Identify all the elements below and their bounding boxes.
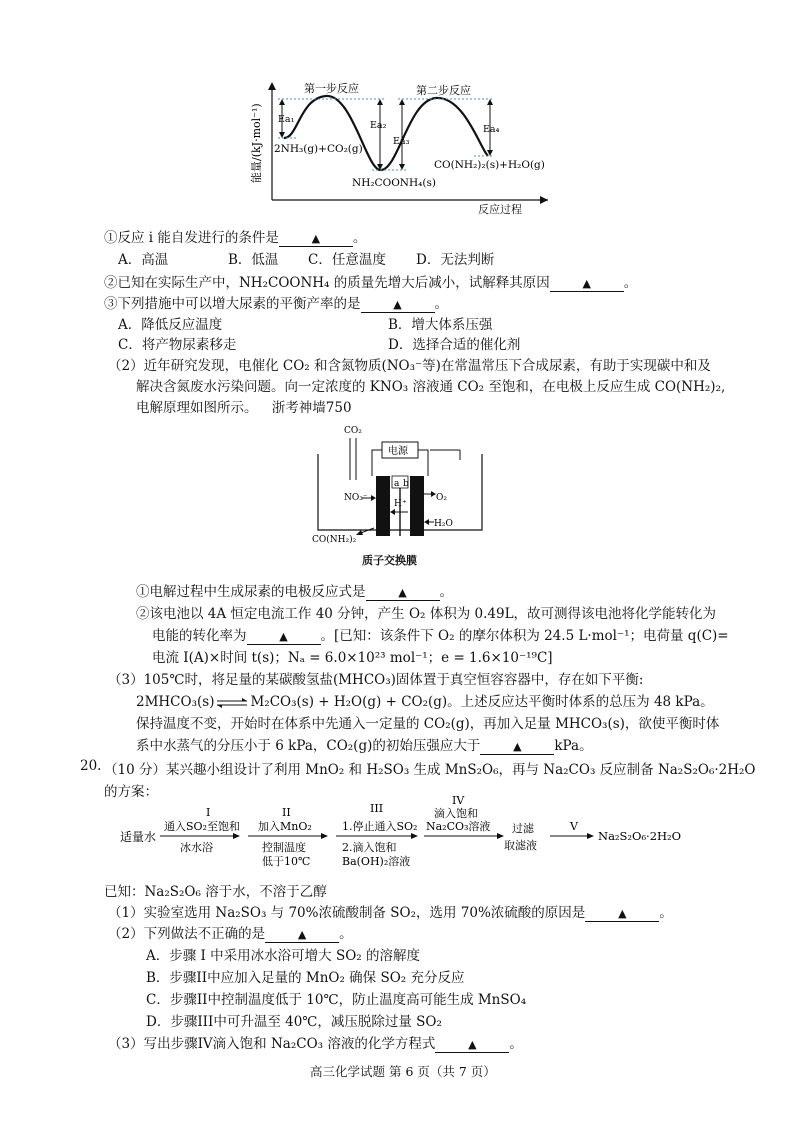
flow-start: 适量水 [120, 830, 157, 844]
q3-option-b: B．增大体系压强 [388, 317, 493, 333]
wire-right [418, 450, 428, 476]
answer-blank[interactable]: ▲ [265, 927, 339, 943]
part2-intro-2: 解决含氮废水污染问题。向一定浓度的 KNO₃ 溶液通 CO₂ 至饱和，在电极上反应生成 CO(NH₂)₂, [136, 379, 726, 395]
q20-option-a: A．步骤 I 中采用冰水浴可增大 SO₂ 的溶解度 [146, 948, 420, 964]
q2-line: ②已知在实际生产中，NH₂COONH₄ 的质量先增大后减小，试解释其原因 ▲ 。 [104, 275, 638, 291]
intermediate-label: NH₂COONH₄(s) [352, 177, 436, 189]
p2-q2-line2: 电能的转化率为 ▲ 。[已知：该条件下 O₂ 的摩尔体积为 24.5 L·mol⁻¹；电荷量 q(C)= [152, 628, 729, 644]
answer-blank[interactable]: ▲ [550, 276, 624, 292]
electrode-a [376, 476, 390, 536]
s3-top: 1.停止通入SO₂ [342, 820, 418, 833]
wire-left [372, 450, 382, 476]
q20-line1: （10 分）某兴趣小组设计了利用 MnO₂ 和 H₂SO₃ 生成 MnS₂O₆，再与 Na₂CO₃ 反应制备 Na₂S₂O₆·2H₂O [104, 762, 756, 778]
p2-q1-line: ①电解过程中生成尿素的电极反应式是 ▲ 。 [136, 584, 453, 600]
p2-q2-line1: ②该电池以 4A 恒定电流工作 40 分钟，产生 O₂ 体积为 0.49L，故可测得该电池将化学能转化为 [136, 606, 717, 622]
no3-label: NO₃⁻ [344, 493, 368, 503]
equilibrium-arrow [215, 697, 249, 709]
p2-q1-text: ①电解过程中生成尿素的电极反应式是 [136, 584, 366, 600]
p3-line4: 系中水蒸气的分压小于 6 kPa，CO₂(g)的初始压强应大于 ▲ kPa。 [136, 738, 593, 754]
y-axis-label: 能量/(kJ·mol⁻¹) [250, 103, 263, 183]
ea2-label: Ea₂ [370, 120, 387, 131]
y-axis-arrow [268, 82, 276, 90]
q20-number: 20. [80, 758, 102, 774]
q1-option-b: B．低温 [228, 252, 279, 268]
o2-label: O₂ [436, 493, 447, 503]
part2-intro-3-line [136, 396, 352, 416]
q20-option-d: D．步骤III中可升温至 40℃，减压脱除过量 SO₂ [146, 1014, 442, 1030]
membrane-label: 质子交换膜 [362, 554, 417, 567]
q20-line2: 的方案： [104, 784, 158, 800]
q3-line: ③下列措施中可以增大尿素的平衡产率的是 ▲ 。 [104, 296, 448, 312]
q20-option-c: C．步骤II中控制温度低于 10℃，防止温度高可能生成 MnSO₄ [146, 992, 527, 1008]
products-label: CO(NH₂)₂(s)+H₂O(g) [434, 159, 545, 171]
p2-q2-line3: 电流 I(A)×时间 t(s)；Nₐ = 6.0×10²³ mol⁻¹；e = 1.6×10⁻¹⁹C] [152, 650, 553, 666]
ea1-label: Ea₁ [278, 114, 295, 125]
hplus-label: H⁺ [394, 499, 407, 509]
q3-option-c: C．将产物尿素移走 [118, 337, 237, 353]
filter-2: 取滤液 [504, 839, 537, 852]
answer-blank[interactable]: ▲ [361, 297, 435, 313]
process-flow [116, 796, 716, 872]
answer-blank[interactable]: ▲ [435, 1037, 509, 1053]
s4-top1: 滴入饱和 [434, 807, 478, 820]
page-footer: 高三化学试题 第 6 页（共 7 页） [310, 1064, 496, 1079]
q1-text: ①反应 i 能自发进行的条件是 [104, 230, 279, 246]
co2-label: CO₂ [344, 426, 362, 436]
s1-bottom: 冰水浴 [180, 841, 213, 854]
q20-q1-line: （1）实验室选用 Na₂SO₃ 与 70%浓硫酸制备 SO₂，选用 70%浓硫酸的原因是 ▲ 。 [108, 905, 673, 921]
answer-blank[interactable]: ▲ [480, 739, 554, 755]
s1-num: I [206, 806, 211, 819]
ea3-label: Ea₃ [393, 136, 410, 147]
s3-bottom1: 2.滴入饱和 [342, 841, 397, 854]
electrolysis-cell [310, 420, 490, 552]
s5-num: V [570, 820, 578, 833]
q1-option-a: A．高温 [118, 252, 169, 268]
q2-text: ②已知在实际生产中，NH₂COONH₄ 的质量先增大后减小，试解释其原因 [104, 275, 550, 291]
part2-intro-1: （2）近年研究发现，电催化 CO₂ 和含氮物质(NO₃⁻等)在常温常压下合成尿素，有助于实现碳中和及 [108, 358, 711, 374]
s2-top: 加入MnO₂ [258, 820, 312, 833]
watermark: 浙考神墙750 [271, 400, 352, 416]
electrode-b-label: b [403, 479, 409, 489]
flow-product: Na₂S₂O₆·2H₂O [598, 829, 682, 843]
q20-known: 已知：Na₂S₂O₆ 溶于水，不溶于乙醇 [104, 884, 327, 900]
step2-label: 第二步反应 [416, 84, 471, 97]
q1-line: ①反应 i 能自发进行的条件是 ▲ 。 [104, 230, 367, 246]
ea4-label: Ea₄ [483, 124, 500, 135]
q1-option-c: C．任意温度 [308, 252, 386, 268]
q3-option-d: D．选择合适的催化剂 [388, 337, 521, 353]
q1-option-d: D．无法判断 [416, 252, 495, 268]
energy-diagram [248, 78, 558, 218]
s3-num: III [370, 802, 384, 815]
reactants-label: 2NH₃(g)+CO₂(g) [274, 143, 363, 155]
answer-blank[interactable]: ▲ [585, 906, 659, 922]
q20-q2-line: （2）下列做法不正确的是 ▲ 。 [108, 926, 353, 942]
answer-blank[interactable]: ▲ [279, 231, 353, 247]
p3-line1: （3）105℃时，将足量的某碳酸氢盐(MHCO₃)固体置于真空恒容容器中，存在如下平衡: [108, 672, 644, 688]
q3-text: ③下列措施中可以增大尿素的平衡产率的是 [104, 296, 361, 312]
part2-intro-3: 电解原理如图所示。 [136, 400, 258, 416]
s2-bottom2: 低于10℃ [262, 855, 311, 868]
s1-top: 通入SO₂至饱和 [164, 820, 240, 833]
q20-q3-line: （3）写出步骤IV滴入饱和 Na₂CO₃ 溶液的化学方程式 ▲ 。 [108, 1036, 523, 1052]
p3-line2: 2MHCO₃(s) M₂CO₃(s) + H₂O(g) + CO₂(g)。上述反应达平衡时体系的总压为 48 kPa。 [136, 694, 714, 710]
p3-line3: 保持温度不变，开始时在体系中先通入一定量的 CO₂(g)，再加入足量 MHCO₃(s)，欲使平衡时体 [136, 716, 720, 732]
step1-label: 第一步反应 [304, 82, 359, 95]
h2o-label: H₂O [434, 519, 453, 529]
q3-option-a: A．降低反应温度 [118, 317, 223, 333]
x-axis-label: 反应过程 [478, 203, 522, 216]
s3-bottom2: Ba(OH)₂溶液 [342, 855, 411, 868]
filter-1: 过滤 [512, 822, 534, 835]
s4-num: IV [452, 796, 465, 807]
q20-option-b: B．步骤II中应加入足量的 MnO₂ 确保 SO₂ 充分反应 [146, 970, 465, 986]
x-axis-arrow [540, 196, 548, 204]
power-label: 电源 [388, 446, 408, 457]
s4-top2: Na₂CO₃溶液 [426, 820, 491, 833]
s2-num: II [282, 806, 291, 819]
electrode-a-label: a [394, 479, 400, 489]
s2-bottom1: 控制温度 [262, 841, 306, 854]
answer-blank[interactable]: ▲ [366, 585, 440, 601]
urea-label: CO(NH₂)₂ [312, 535, 357, 545]
electrode-b [410, 476, 424, 536]
answer-blank[interactable]: ▲ [247, 629, 321, 645]
